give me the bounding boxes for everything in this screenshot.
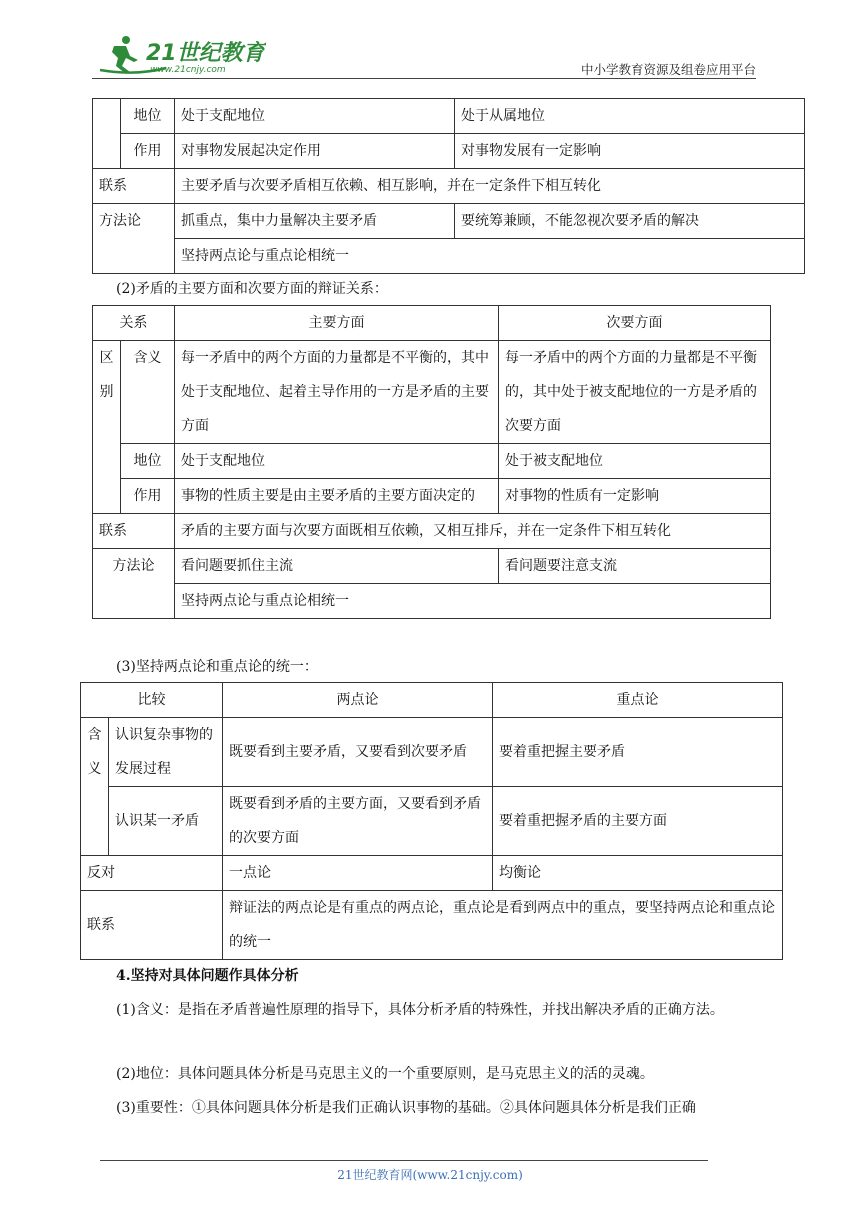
table3-row2-label: 认识某一矛盾 bbox=[109, 787, 223, 856]
logo-url: www.21cnjy.com bbox=[150, 65, 226, 75]
table-two-point-key-point bbox=[80, 682, 783, 960]
section4-paragraph-meaning: (1)含义：是指在矛盾普遍性原理的指导下，具体分析矛盾的特殊性，并找出解决矛盾的正确方法。 bbox=[116, 1002, 724, 1018]
table2-role-minor: 对事物的性质有一定影响 bbox=[499, 479, 771, 514]
table3-meaning-char1: 含 bbox=[87, 727, 102, 743]
table3-oppose-two-point: 一点论 bbox=[223, 856, 493, 891]
page-header bbox=[92, 32, 756, 80]
table2-status-main: 处于支配地位 bbox=[175, 444, 499, 479]
header-divider bbox=[92, 78, 756, 79]
heading-aspects: (2)矛盾的主要方面和次要方面的辩证关系： bbox=[116, 281, 388, 297]
section4-paragraph-status: (2)地位：具体问题具体分析是马克思主义的一个重要原则，是马克思主义的活的灵魂。 bbox=[116, 1066, 654, 1082]
footer-divider bbox=[100, 1160, 708, 1161]
table2-header-main: 主要方面 bbox=[175, 306, 499, 341]
table2-method-minor: 看问题要注意支流 bbox=[499, 549, 771, 584]
table3-oppose-label: 反对 bbox=[81, 856, 223, 891]
table1-blank-cell bbox=[93, 99, 121, 169]
table1-method-label: 方法论 bbox=[93, 204, 175, 274]
logo bbox=[96, 32, 266, 76]
table2-meaning-main: 每一矛盾中的两个方面的力量都是不平衡的，其中处于支配地位、起着主导作用的一方是矛盾的主要方面 bbox=[175, 341, 499, 444]
table-main-secondary-contradiction bbox=[92, 98, 805, 274]
table2-header-minor: 次要方面 bbox=[499, 306, 771, 341]
table2-difference-cell bbox=[93, 341, 121, 514]
table2-status-label: 地位 bbox=[121, 444, 175, 479]
table1-status-left: 处于支配地位 bbox=[175, 99, 455, 134]
table2-method-label: 方法论 bbox=[93, 549, 175, 619]
table-main-minor-aspects bbox=[92, 305, 771, 619]
section4-title: 4.坚持对具体问题作具体分析 bbox=[116, 968, 299, 984]
table3-row1-key-point: 要着重把握主要矛盾 bbox=[493, 718, 783, 787]
table1-method-left: 抓重点，集中力量解决主要矛盾 bbox=[175, 204, 455, 239]
table1-link-label: 联系 bbox=[93, 169, 175, 204]
table1-status-label: 地位 bbox=[121, 99, 175, 134]
table2-link-text: 矛盾的主要方面与次要方面既相互依赖，又相互排斥，并在一定条件下相互转化 bbox=[175, 514, 771, 549]
table2-difference-char2: 别 bbox=[99, 384, 114, 400]
table3-header-compare: 比较 bbox=[81, 683, 223, 718]
table1-role-left: 对事物发展起决定作用 bbox=[175, 134, 455, 169]
table2-meaning-label: 含义 bbox=[121, 341, 175, 444]
table1-status-right: 处于从属地位 bbox=[455, 99, 805, 134]
table3-oppose-key-point: 均衡论 bbox=[493, 856, 783, 891]
table1-link-text: 主要矛盾与次要矛盾相互依赖、相互影响，并在一定条件下相互转化 bbox=[175, 169, 805, 204]
table2-meaning-minor: 每一矛盾中的两个方面的力量都是不平衡的，其中处于被支配地位的一方是矛盾的次要方面 bbox=[499, 341, 771, 444]
table2-header-relation: 关系 bbox=[93, 306, 175, 341]
table3-meaning-cell bbox=[81, 718, 109, 856]
table3-row1-two-point: 既要看到主要矛盾，又要看到次要矛盾 bbox=[223, 718, 493, 787]
table3-link-label: 联系 bbox=[81, 891, 223, 960]
section4-paragraph-importance: (3)重要性：①具体问题具体分析是我们正确认识事物的基础。②具体问题具体分析是我们正确 bbox=[116, 1100, 696, 1116]
table2-method-main: 看问题要抓住主流 bbox=[175, 549, 499, 584]
table2-role-main: 事物的性质主要是由主要矛盾的主要方面决定的 bbox=[175, 479, 499, 514]
footer-text: 21世纪教育网(www.21cnjy.com) bbox=[337, 1168, 523, 1182]
table3-header-two-point: 两点论 bbox=[223, 683, 493, 718]
table2-link-label: 联系 bbox=[93, 514, 175, 549]
table3-header-key-point: 重点论 bbox=[493, 683, 783, 718]
table1-method-right: 要统筹兼顾，不能忽视次要矛盾的解决 bbox=[455, 204, 805, 239]
table2-status-minor: 处于被支配地位 bbox=[499, 444, 771, 479]
header-platform-text: 中小学教育资源及组卷应用平台 bbox=[580, 62, 756, 77]
heading-unity: (3)坚持两点论和重点论的统一： bbox=[116, 659, 318, 675]
table3-row2-two-point: 既要看到矛盾的主要方面，又要看到矛盾的次要方面 bbox=[223, 787, 493, 856]
table1-role-label: 作用 bbox=[121, 134, 175, 169]
table3-row2-key-point: 要着重把握矛盾的主要方面 bbox=[493, 787, 783, 856]
table2-method-common: 坚持两点论与重点论相统一 bbox=[175, 584, 771, 619]
table1-role-right: 对事物发展有一定影响 bbox=[455, 134, 805, 169]
table1-method-common: 坚持两点论与重点论相统一 bbox=[175, 239, 805, 274]
table2-difference-char1: 区 bbox=[99, 350, 114, 366]
logo-text: 21世纪教育 bbox=[146, 41, 265, 66]
table3-link-text: 辩证法的两点论是有重点的两点论，重点论是看到两点中的重点，要坚持两点论和重点论的统一 bbox=[223, 891, 783, 960]
table3-row1-label: 认识复杂事物的发展过程 bbox=[109, 718, 223, 787]
table3-meaning-char2: 义 bbox=[87, 761, 102, 777]
table2-role-label: 作用 bbox=[121, 479, 175, 514]
